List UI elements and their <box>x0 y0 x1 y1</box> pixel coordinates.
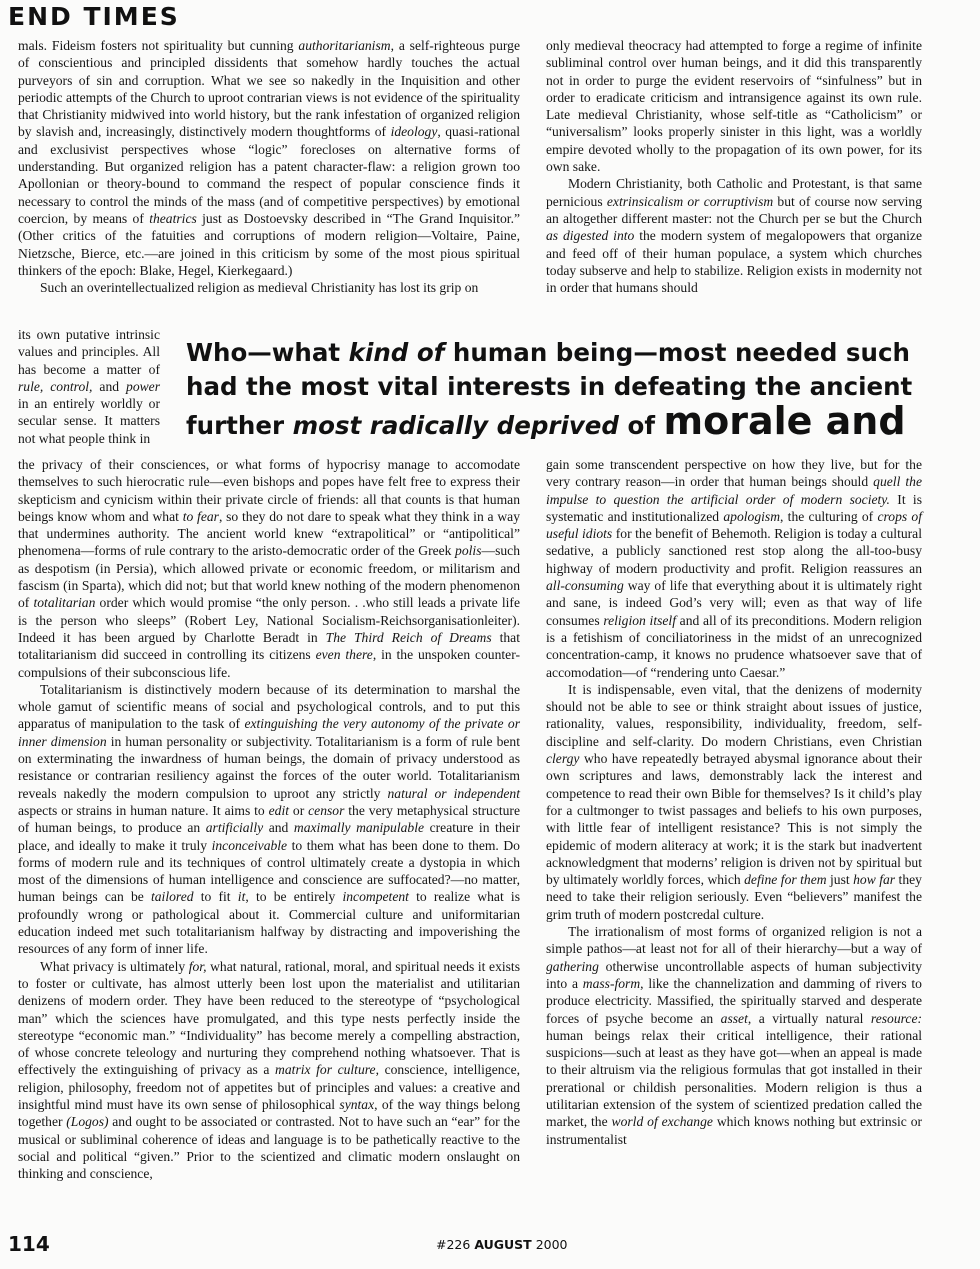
paragraph: Totalitarianism is distinctively modern because of its determination to marshal the whole gamut of scientific means of social and psychological controls, and to put this apparatus of manipulation to the task of extinguishing the very autonomy of the private or inner dimension in human personality or subjectivity. Totalitarianism is a form of rule bent on exterminating the inwardness of human beings, the domain of privacy understood as resistance or contrarian resiliency against the forces of the outer world. Totalitarianism reveals nakedly the modern compulsion to uproot any strictly natural or independent aspects or strains in human nature. It aims to edit or censor the very metaphysical structure of human beings, to produce an artificially and maximally manipulable creature in their place, and ideally to make it truly inconceivable to them what has been done to them. Do forms of modern rule and its techniques of control ultimately create a dystopia in which most of the dimensions of human intelligence and conscience are suffocated?—no matter, human beings can be tailored to fit it, to be entirely incompetent to realize what is profoundly wrong or pathological about it. Commercial culture and uniformitarian education indeed met such totalitarianism halfway by distracting and impoverishing the resources of any form of inner life. <box>18 681 521 957</box>
paragraph: Modern Christianity, both Catholic and Protestant, is that same pernicious extrinsicalism or corruptivism but of course now serving an altogether different master: not the Church per se but the Church as digested into the modern system of megalopowers that organize and feed off of their human populace, a system which churches today subserve and help to stabilize. Religion exists in modernity not in order that humans should <box>546 176 922 296</box>
paragraph: gain some transcendent perspective on how they live, but for the very contrary reason—in order that human beings should quell the impulse to question the artificial order of modern society. It is systematic and institutionalized apologism, the culturing of crops of useful idiots for the benefit of Behemoth. Religion is today a cultural sedative, a publicly sanctioned rest stop along the all-too-busy highway of modern productivity and profit. Religion reassures an all-consuming way of life that everything about it is ultimately right and sane, is indeed God’s very will; even as that way of life consumes religion itself and all of its preconditions. Modern religion is a fetishism of conciliatoriness in the midst of an unrecognized concentration-camp, it knows no prudence whatsoever save that of accomodation—of “rendering unto Caesar.” <box>546 457 923 680</box>
paragraph: the privacy of their consciences, or what forms of hypocrisy manage to accomodate themselves to such hierocratic rule—even bishops and popes have felt free to express their skepticism and cynicism within their private circle of friends: all that counts is that human beings know whom and what to fear, so they do not dare to speak what they think in a way that undermines authority. The ancient world knew “extrapolitical” or “antipolitical” phenomena—forms of rule contrary to the aristo-democratic order of the Greek polis—such as despotism (in Persia), which allowed private or economic freedom, or militarism and fascism (in Sparta), which did not; but that world knew nothing of the modern phenomenon of totalitarian order which would promise “the only person. . .who still leads a private life is the person who sleeps” (Robert Ley, National Socialism-Reichsorganisationleiter). Indeed it has been argued by Charlotte Beradt in The Third Reich of Dreams that totalitarianism did succeed in controlling its citizens even there, in the unspoken counter-compulsions of their subconscious life. <box>18 457 520 680</box>
pull-quote <box>186 336 980 443</box>
column-upper-left <box>18 37 520 296</box>
column-lower-left <box>18 456 520 1182</box>
paragraph: Such an overintellectualized religion as medieval Christianity has lost its grip on <box>40 280 479 296</box>
page-number: 114 <box>8 1232 50 1256</box>
column-lower-right <box>546 456 922 1148</box>
column-inset-narrow <box>18 326 160 447</box>
paragraph: It is indispensable, even vital, that the denizens of modernity should not be able to see or think straight about issues of justice, rationality, values, responsibility, individuality, freedom, self-discipline and self-clarity. Do modern Christians, even Christian clergy who have repeatedly betrayed abysmal ignorance about their own scriptures and laws, demonstrably lack the interest and competence to read their own Bible for themselves? Is it child’s play for a cultmonger to twist passages and beliefs to his own purposes, with little fear of intelligent resistance? This is not simply the epidemic of modern aliteracy at work; it is the stark but inadvertent acknowledgment that moderns’ religion is driven not by spiritual but by ultimately worldly forces, which define for them just how far they need to take their religion seriously. Even “believers” manifest the grim truth of modern postcredal culture. <box>546 681 922 922</box>
paragraph: only medieval theocracy had attempted to forge a regime of infinite subliminal control over human beings, and it did this transparently not in order to purge the evident reservoirs of “sinfulness” but in order to eradicate criticism and intransigence against its own rule. Late medieval Christianity, whose self-title as “Catholicism” or “universalism” looks properly sinister in this light, was a worldly empire devoted wholly to the propagation of its own power, for its own sake. <box>546 38 922 175</box>
pull-quote-line-2: had the most vital interests in defeating the ancient <box>186 372 913 401</box>
paragraph: What privacy is ultimately for, what natural, rational, moral, and spiritual needs it exists to foster or cultivate, has almost utterly been lost upon the materialist and utilitarian denizens of modern order. They have been reduced to the stereotype of “psychological man” which the sciences have promulgated, and this type nests perfectly inside the stereotype “economic man.” “Individuality” has become merely a compelling abstraction, of whose concrete teleology and nurturing they comprehend nothing whatsoever. That is effectively the extinguishing of privacy as a matrix for culture, conscience, intelligence, religion, philosophy, freedom not of appetites but of principles and values: a creative and insightful mind must have its own sense of philosophical syntax, of the way things belong together (Logos) and ought to be associated or contrasted. Not to have such an “ear” for the musical or subliminal coherence of ideas and language is to be pathetically reactive to the social and political “given.” Prior to the scientized and climatic modern onslaught on thinking and conscience, <box>18 958 521 1182</box>
issue-info: #226 AUGUST 2000 <box>436 1237 568 1252</box>
pull-quote-line-1: Who—what kind of human being—most needed such <box>186 338 910 367</box>
paragraph: its own putative intrinsic values and principles. All has become a matter of rule, control, and power in an entirely worldly or secular sense. It matters not what people think in <box>18 327 160 446</box>
column-upper-right <box>546 37 922 296</box>
pull-quote-line-3: further most radically deprived of morale and <box>186 399 906 443</box>
paragraph: The irrationalism of most forms of organized religion is not a simple pathos—at least not for all of their hierarchy—but a way of gathering otherwise uncontrollable aspects of human subjectivity into a mass-form, like the channelization and damming of rivers to produce electricity. Massified, the spiritually starved and desperate forces of psyche become an asset, a virtually natural resource: human beings relax their critical intelligence, their rational suspicions—such at least as they have got—when an appeal is made to their altruism via the religious formulas that got installed in their prerational or childish personalities. Modern religion is thus a utilitarian extension of the system of scientized predation called the market, the world of exchange which knows nothing but extrinsic or instrumentalist <box>546 924 923 1147</box>
running-head: END TIMES <box>8 2 180 31</box>
paragraph: mals. Fideism fosters not spirituality but cunning authoritarianism, a self-righteous purge of conscientious and principled dissidents that somehow hardly touches the actual purveyors of sin and corruption. What we see so nakedly in the Inquisition and other periodic attempts of the Church to uproot contrarian views is not evidence of the spirituality that Christianity midwived into world history, but the rank infestation of organized religion by slavish and, increasingly, distinctively modern thoughtforms of ideology, quasi-rational and exclusivist perspectives whose “logic” forecloses on alternative forms of understanding. But organized religion has a patent character-flaw: a religion grown too Apollonian or theory-bound to command the respect of popular conscience finds it necessary to control the minds of the mass (and of competitive perspectives) by emotional coercion, by means of theatrics just as Dostoevsky described in “The Grand Inquisitor.” (Other critics of the fatuities and corruptions of modern religion—Voltaire, Paine, Nietzsche, Bierce, etc.—are joined in this criticism by some of the most pious spiritual thinkers of the epoch: Blake, Hegel, Kierkegaard.) <box>18 38 521 278</box>
